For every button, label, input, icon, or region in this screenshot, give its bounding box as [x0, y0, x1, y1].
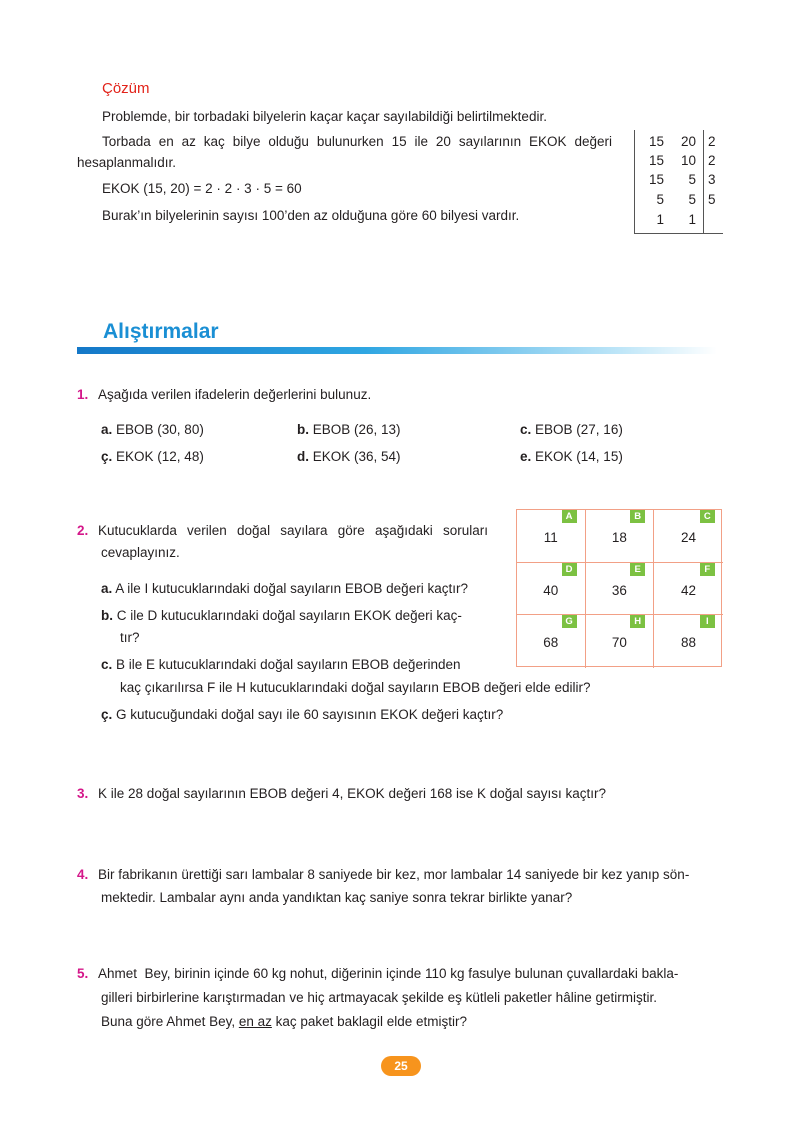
grid-cell-b — [586, 510, 655, 563]
division-row: 5 5 5 — [656, 192, 716, 207]
underlined-emphasis: en az — [238, 1014, 272, 1029]
question-text: K ile 28 doğal sayılarının EBOB değeri 4, EKOK değeri 168 ise K doğal sayısı kaçtır? — [98, 786, 607, 801]
cell-tag: B — [630, 510, 645, 523]
grid-cell-g — [517, 615, 586, 668]
cell-value: 70 — [611, 635, 627, 651]
question-text: Kutucuklarda verilen doğal sayılara göre aşağıdaki soruları — [98, 523, 489, 538]
division-row: 15 10 2 — [648, 153, 716, 168]
question-1 — [77, 382, 371, 408]
cell-tag: H — [630, 615, 645, 628]
cell-value: 18 — [611, 530, 627, 545]
question-text: Aşağıda verilen ifadelerin değerlerini bulunuz. — [98, 387, 372, 402]
q1-item-a: a. EBOB (30, 80) — [101, 422, 204, 437]
cell-value: 40 — [543, 582, 559, 598]
solution-title: Çözüm — [102, 80, 150, 97]
division-row: 15 20 2 — [648, 134, 716, 149]
page-number-badge: 25 — [381, 1056, 421, 1076]
question-number: 1. — [77, 387, 89, 402]
question-number: 4. — [77, 867, 89, 882]
q2-item-a: a. A ile I kutucuklarındaki doğal sayıların EBOB değeri kaçtır? — [101, 581, 468, 596]
grid-cell-a — [517, 510, 586, 563]
cell-value: 42 — [680, 582, 696, 598]
grid-cell-h — [586, 615, 655, 668]
q1-item-cc: ç. EKOK (12, 48) — [101, 449, 204, 464]
q1-item-c: c. EBOB (27, 16) — [520, 422, 623, 437]
cell-value: 11 — [543, 530, 558, 545]
cell-tag: G — [562, 615, 577, 628]
solution-line-4: Burak’ın bilyelerinin sayısı 100’den az olduğuna göre 60 bilyesi vardır. — [102, 208, 520, 223]
grid-cell-i — [654, 615, 723, 668]
q1-item-b: b. EBOB (26, 13) — [297, 422, 401, 437]
q2-item-b-cont: tır? — [120, 630, 140, 645]
solution-line-3: EKOK (15, 20) = 2 · 2 · 3 · 5 = 60 — [102, 181, 302, 196]
grid-cell-f — [654, 563, 723, 616]
cell-value: 68 — [543, 635, 559, 651]
q2-item-c-cont: kaç çıkarılırsa F ile H kutucuklarındaki doğal sayıların EBOB değeri elde edilir? — [120, 680, 591, 695]
question-text: Ahmet Bey, birinin içinde 60 kg nohut, diğerinin içinde 110 kg fasulye bulunan çuvallardaki bakla- — [98, 966, 679, 981]
number-grid — [516, 509, 722, 667]
q1-item-d: d. EKOK (36, 54) — [297, 449, 401, 464]
division-row: 1 1 — [656, 212, 696, 227]
cell-value: 88 — [680, 635, 696, 651]
question-text-cont: mektedir. Lambalar aynı anda yandıktan kaç saniye sonra tekrar birlikte yanar? — [101, 890, 573, 905]
section-divider — [77, 347, 717, 354]
q2-item-b: b. C ile D kutucuklarındaki doğal sayıların EKOK değeri kaç- — [101, 608, 462, 623]
cell-tag: I — [700, 615, 715, 628]
question-text: Bir fabrikanın ürettiği sarı lambalar 8 saniyede bir kez, mor lambalar 14 saniyede bir kez yanıp sön- — [98, 867, 690, 882]
solution-line-2a: Torbada en az kaç bilye olduğu bulunurken 15 ile 20 sayılarının EKOK değeri — [102, 134, 612, 149]
cell-value: 36 — [611, 582, 627, 598]
question-text-cont: cevaplayınız. — [101, 545, 180, 560]
question-number: 2. — [77, 523, 89, 538]
question-number: 3. — [77, 786, 89, 801]
cell-tag: C — [700, 510, 715, 523]
q2-item-cc: ç. G kutucuğundaki doğal sayı ile 60 sayısının EKOK değeri kaçtır? — [101, 707, 504, 722]
grid-cell-d — [517, 563, 586, 616]
grid-cell-c — [654, 510, 723, 563]
solution-line-2b: hesaplanmalıdır. — [77, 155, 177, 170]
cell-tag: D — [562, 563, 577, 576]
solution-line-1: Problemde, bir torbadaki bilyelerin kaçar kaçar sayılabildiği belirtilmektedir. — [102, 109, 547, 124]
section-title: Alıştırmalar — [103, 320, 219, 343]
question-text-cont: gilleri birbirlerine karıştırmadan ve hiç artmayacak şekilde eş kütleli paketler hâline getirmiştir. — [101, 990, 657, 1005]
cell-tag: E — [630, 563, 645, 576]
question-3 — [77, 781, 606, 807]
question-text-cont: Buna göre Ahmet Bey, en az kaç paket baklagil elde etmiştir? — [101, 1014, 467, 1029]
division-row: 15 5 3 — [648, 172, 716, 187]
q2-item-c: c. B ile E kutucuklarındaki doğal sayıların EBOB değerinden — [101, 657, 461, 672]
cell-tag: A — [562, 510, 577, 523]
division-table — [634, 130, 724, 234]
grid-cell-e — [586, 563, 655, 616]
question-number: 5. — [77, 966, 89, 981]
cell-value: 24 — [680, 530, 696, 545]
question-5 — [77, 961, 678, 987]
cell-tag: F — [700, 563, 715, 576]
q1-item-e: e. EKOK (14, 15) — [520, 449, 623, 464]
